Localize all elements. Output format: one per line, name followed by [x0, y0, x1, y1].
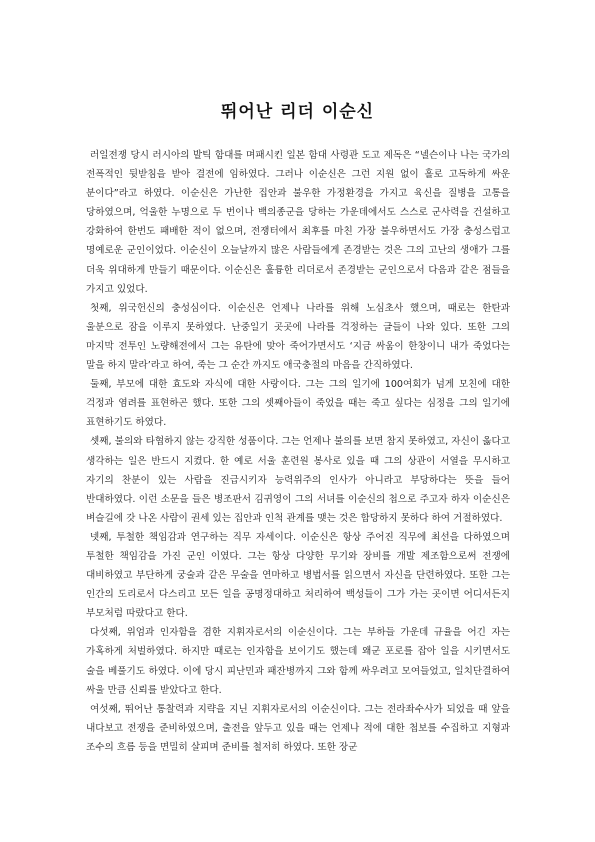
document-title: 뛰어난 리더 이순신: [220, 102, 375, 122]
paragraph-sixth-trait: 여섯째, 뛰어난 통찰력과 지략을 지닌 지휘자로서의 이순신이다. 그는 전라좌수사가 되었을 때 앞을 내다보고 전쟁을 준비하였으며, 출전을 앞두고 있을 때는 언제나 적에 대한 첩보를 수집하고 지형과 조수의 흐름 등을 면밀히 살피며 준비를 철저히 하였다. 또한 장군: [86, 703, 510, 753]
paragraph-third-trait: 셋째, 불의와 타협하지 않는 강직한 성품이다. 그는 언제나 불의를 보면 참지 못하였고, 자신이 옳다고 생각하는 일은 반드시 지켰다. 한 예로 서울 훈련원 봉사로 있을 때 그의 상관이 서열을 무시하고 자기의 찬분이 있는 사람을 진급시키자 능력위주의 인사가 아니라고 부당하다는 뜻을 들어 반대하였다. 이런 소문을 들은 병조판서 김귀영이 그의 서녀를 이순신의 첩으로 주고자 하자 이순신은 벼슬길에 갓 나온 사람이 권세 있는 집안과 인척 관계를 맺는 것은 합당하지 못하다 하여 거절하였다.: [86, 436, 510, 524]
paragraph-second-trait: 둘째, 부모에 대한 효도와 자식에 대한 사랑이다. 그는 그의 일기에 100여회가 넘게 모친에 대한 걱정과 염려를 표현하곤 했다. 또한 그의 셋째아들이 죽었을 때는 죽고 싶다는 심정을 그의 일기에 표현하기도 하였다.: [86, 379, 510, 429]
paragraph-fifth-trait: 다섯째, 위엄과 인자함을 겸한 지휘자로서의 이순신이다. 그는 부하들 가운데 규율을 어긴 자는 가혹하게 처벌하였다. 하지만 때로는 인자함을 보이기도 했는데 왜군 포로를 잡아 일을 시키면서도 술을 베풀기도 하였다. 이에 당시 피난민과 패잔병까지 그와 함께 싸우려고 모여들었고, 일치단결하여 싸울 만큼 신뢰를 받았다고 한다.: [86, 627, 510, 696]
paragraph-first-trait: 첫째, 위국헌신의 충성심이다. 이순신은 언제나 나라를 위해 노심초사 했으며, 때로는 한탄과 울분으로 잠을 이루지 못하였다. 난중일기 곳곳에 나라를 걱정하는 글들이 나와 있다. 또한 그의 마지막 전투인 노량해전에서 그는 유탄에 맞아 죽어가면서도 ‘지금 싸움이 한창이니 내가 죽었다는 말을 하지 말라’라고 하여, 죽는 그 순간 까지도 애국충절의 마음을 간직하였다.: [86, 302, 510, 372]
document-body: [86, 146, 510, 757]
paragraph-fourth-trait: 넷째, 투철한 책임감과 연구하는 직무 자세이다. 이순신은 항상 주어진 직무에 최선을 다하였으며 투철한 책임감을 가진 군인 이였다. 그는 항상 다양한 무기와 장비를 개발 제조함으로써 전쟁에 대비하였고 부단하게 궁술과 같은 무술을 연마하고 병법서를 읽으면서 자신을 단련하였다. 또한 그는 인간의 도리로서 다스리고 모든 일을 공명정대하고 처리하여 백성들이 그가 가는 곳이면 어디서든지 부모처럼 따랐다고 한다.: [86, 531, 510, 620]
paragraph-intro: 러일전쟁 당시 러시아의 발틱 함대를 며패시킨 일본 함대 사령관 도고 제독은 “넬슨이나 나는 국가의 전폭적인 뒷받침을 받아 결전에 임하였다. 그러나 이순신은 그런 지원 없이 홀로 고독하게 싸운 분이다”라고 하였다. 이순신은 가난한 집안과 불우한 가정환경을 가지고 육신을 질병을 고통을 당하였으며, 억울한 누명으로 두 번이나 백의종군을 당하는 가운데에서도 스스로 군사력을 건설하고 강화하여 한번도 패배한 적이 없으며, 전쟁터에서 최후를 마친 가장 불우하면서도 가장 충성스럽고 명예로운 군인이었다. 이순신이 오늘날까지 많은 사람들에게 존경받는 것은 그의 고난의 생애가 그를 더욱 위대하게 만들기 때문이다. 이순신은 훌륭한 리더로서 존경받는 군인으로서 다음과 같은 점들을 가지고 있었다.: [86, 150, 510, 295]
